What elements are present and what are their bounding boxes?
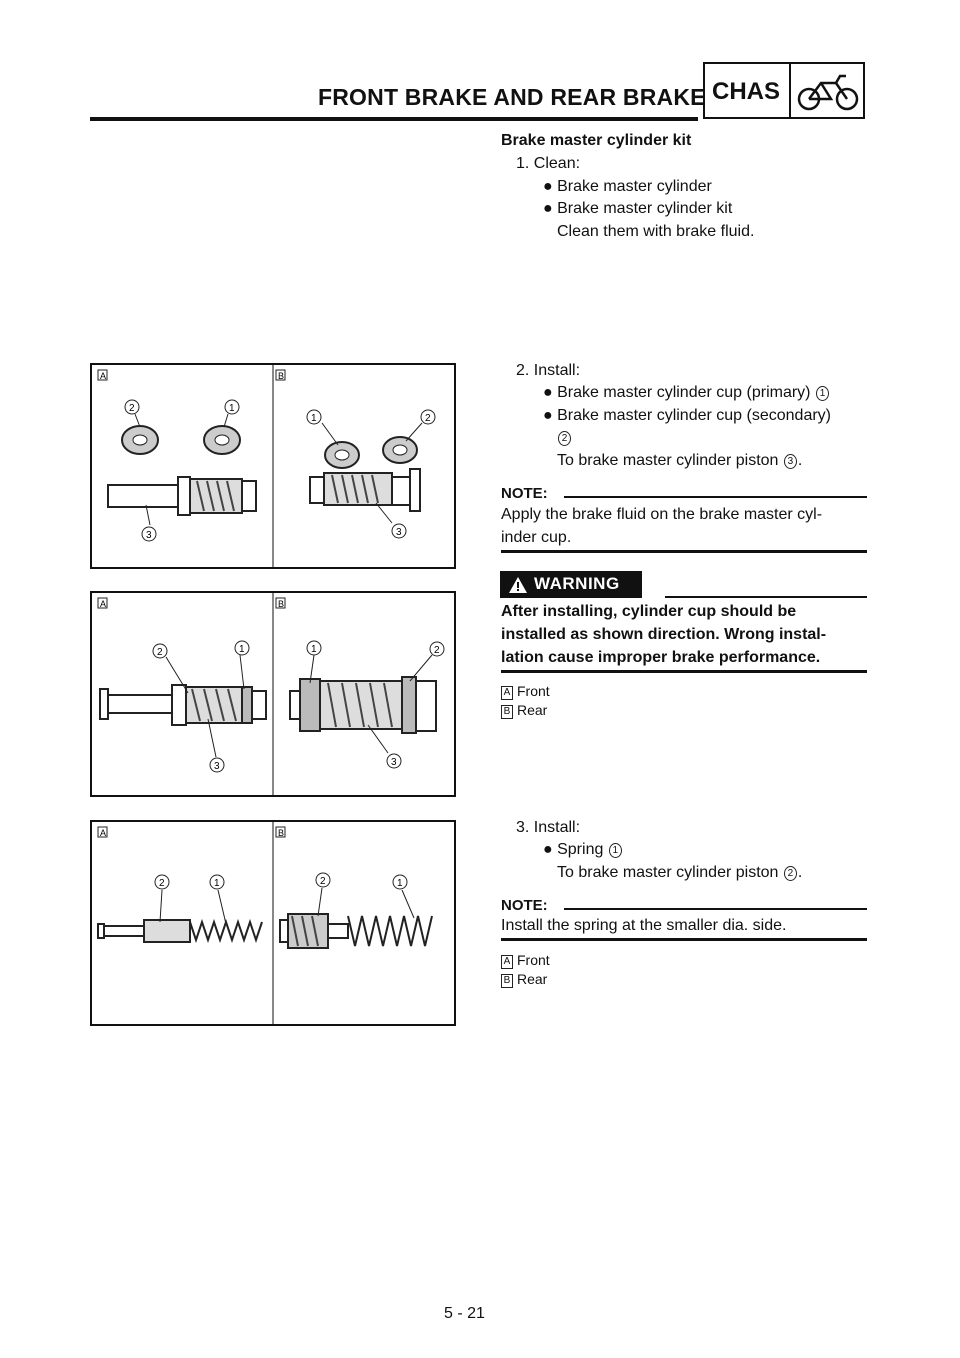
- panel-a-label: A: [100, 599, 107, 609]
- legend-item: B Rear: [501, 699, 547, 721]
- page-title: FRONT BRAKE AND REAR BRAKE: [318, 84, 706, 110]
- callout-ref: 2: [558, 431, 571, 446]
- list-item: ● Brake master cylinder cup (primary) 1: [543, 382, 830, 404]
- note-text: Apply the brake fluid on the brake master cyl-: [501, 506, 823, 523]
- list-item: ● Spring 1: [543, 839, 623, 861]
- panel-a-label: A: [100, 371, 107, 381]
- warning-text: installed as shown direction. Wrong instal-: [501, 626, 827, 643]
- callout-label: 2: [320, 876, 326, 887]
- panel-b-label: B: [278, 371, 285, 381]
- step-1: 1. Clean:: [516, 155, 581, 172]
- instruction: To brake master cylinder piston 3 .: [557, 452, 803, 469]
- callout-label: 2: [157, 647, 163, 658]
- note-bottom-rule: [501, 938, 867, 941]
- figure-cup-direction: [90, 591, 456, 797]
- callout-label: 3: [391, 757, 397, 768]
- warning-text: After installing, cylinder cup should be: [501, 603, 797, 620]
- page-number: 5 - 21: [444, 1305, 485, 1322]
- callout-label: 1: [239, 644, 245, 655]
- note-text: Install the spring at the smaller dia. side.: [501, 917, 787, 934]
- callout-label: 2: [159, 878, 165, 889]
- figure-cup-direction-illustration: [92, 593, 454, 795]
- section-heading: Brake master cylinder kit: [501, 132, 692, 149]
- callout-label: 3: [146, 530, 152, 541]
- callout-ref: 1: [816, 386, 829, 401]
- callout-label: 2: [425, 413, 431, 424]
- warning-bottom-rule: [501, 670, 867, 673]
- list-item: ● Brake master cylinder: [543, 178, 712, 195]
- note-top-rule: [564, 908, 867, 910]
- section-badge-label: CHAS: [712, 78, 781, 105]
- badge-divider: [789, 62, 791, 119]
- step-2: 2. Install:: [516, 362, 581, 379]
- figure-cups: [90, 363, 456, 569]
- callout-ref: 2: [784, 866, 797, 881]
- list-item: ● Brake master cylinder kit: [543, 200, 733, 217]
- step-3: 3. Install:: [516, 819, 581, 836]
- panel-b-label: B: [278, 599, 285, 609]
- callout-label: 2: [434, 645, 440, 656]
- motorcycle-icon: [796, 70, 860, 114]
- warning-icon: [508, 576, 528, 594]
- callout-ref: 3: [784, 454, 797, 469]
- note-label: NOTE:: [501, 897, 548, 914]
- callout-label: 1: [214, 878, 220, 889]
- warning-label: WARNING: [534, 574, 620, 593]
- instruction: To brake master cylinder piston 2 .: [557, 864, 803, 881]
- list-item: ● Brake master cylinder cup (secondary): [543, 407, 831, 424]
- note-text: inder cup.: [501, 529, 572, 546]
- instruction: Clean them with brake fluid.: [557, 223, 755, 240]
- callout-label: 1: [311, 413, 317, 424]
- warning-top-rule: [665, 596, 867, 598]
- panel-b-label: B: [278, 828, 285, 838]
- legend-item: A Front: [501, 949, 550, 971]
- legend-item: B Rear: [501, 968, 547, 990]
- figure-spring-illustration: [92, 822, 454, 1024]
- callout-label: 3: [396, 527, 402, 538]
- callout-ref: 1: [609, 843, 622, 858]
- panel-a-label: A: [100, 828, 107, 838]
- callout-label: 3: [214, 761, 220, 772]
- callout-label: 1: [397, 878, 403, 889]
- header-rule: [90, 117, 698, 121]
- warning-text: lation cause improper brake performance.: [501, 649, 821, 666]
- note-label: NOTE:: [501, 485, 548, 502]
- callout-label: 1: [229, 403, 235, 414]
- callout-label: 1: [311, 644, 317, 655]
- note-top-rule: [564, 496, 867, 498]
- callout-ref-line: [557, 427, 572, 449]
- legend-item: A Front: [501, 680, 550, 702]
- figure-spring: [90, 820, 456, 1026]
- callout-label: 2: [129, 403, 135, 414]
- note-bottom-rule: [501, 550, 867, 553]
- figure-cups-illustration: [92, 365, 454, 567]
